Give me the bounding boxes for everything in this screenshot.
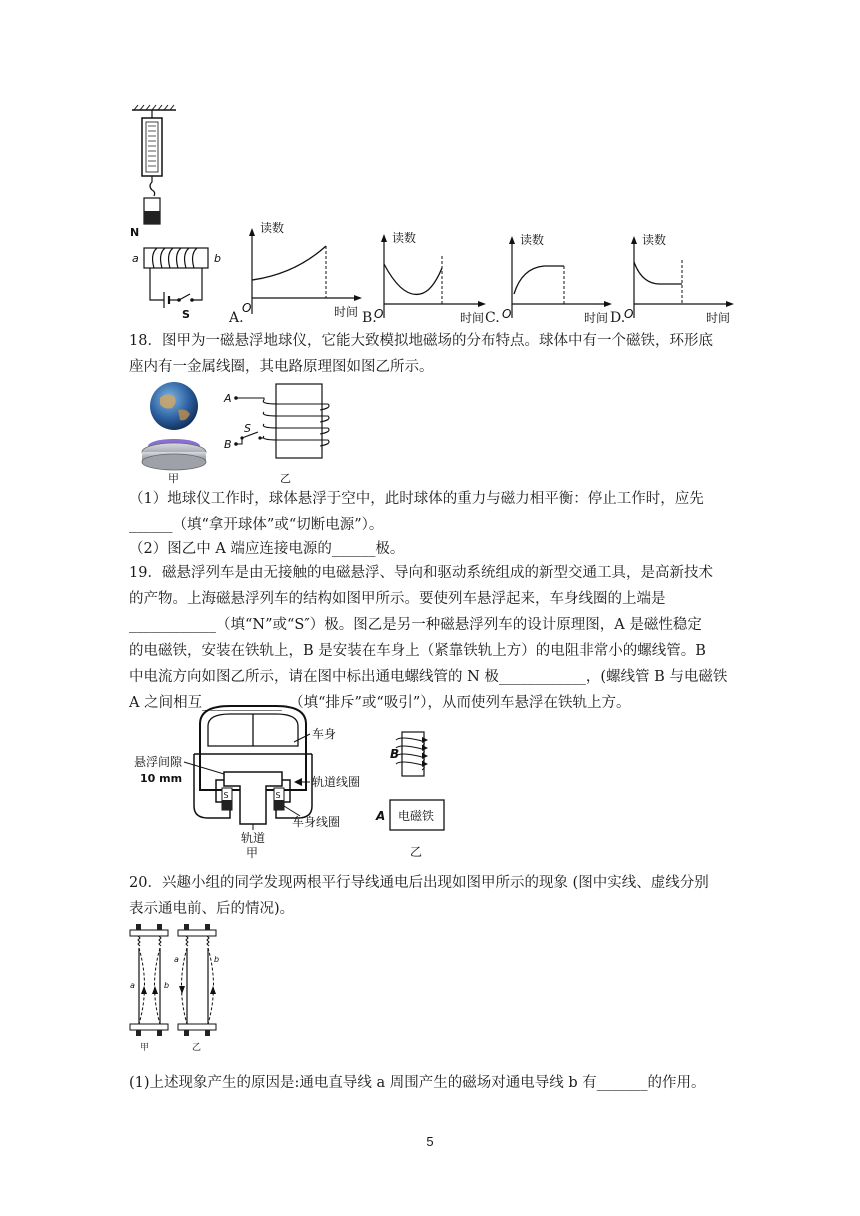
graph-d-x-label: 时间 — [706, 311, 731, 325]
q19-line2: 的产物。上海磁悬浮列车的结构如图甲所示。要使列车悬浮起来，车身线圈的上端是 — [129, 591, 666, 607]
q19-line6: A 之间相互___________ （填“排斥”或“吸引”），从而使列车悬浮在铁轨上方。 — [129, 695, 631, 711]
q19-line5: 中电流方向如图乙所示，请在图中标出通电螺线管的 N 极____________，(螺线管 B 与电磁铁 — [129, 669, 728, 685]
wire-a-label-yi: a — [174, 955, 179, 964]
graph-option-b — [374, 228, 490, 326]
q18-stem-line1: 18．图甲为一磁悬浮地球仪，它能大致模拟地磁场的分布特点。球体中有一个磁铁，环形底 — [129, 333, 713, 349]
left-pole-s: S — [223, 791, 229, 800]
electromagnet-label: 电磁铁 — [398, 809, 435, 823]
fig-train-label-jia: 甲 — [246, 846, 259, 860]
q18-part2: （2）图乙中 A 端应连接电源的______极。 — [129, 541, 405, 557]
graph-b-origin: O — [374, 307, 384, 321]
option-a-label: A. — [229, 310, 244, 326]
terminal-b-label: B — [224, 438, 232, 451]
option-d-label: D. — [610, 310, 626, 326]
graph-b-x-label: 时间 — [460, 311, 485, 325]
q18-part1-line2: ______（填“拿开球体”或“切断电源”）。 — [129, 517, 384, 533]
solenoid-electromagnet-figure — [372, 728, 456, 860]
label-gap-value: 10 mm — [140, 772, 183, 785]
label-body-coil: 车身线圈 — [292, 815, 341, 829]
q18-stem-line2: 座内有一金属线圈，其电路原理图如图乙所示。 — [129, 359, 434, 375]
graph-c-origin: O — [502, 307, 512, 321]
fig-circuit-label-yi: 乙 — [280, 472, 291, 485]
right-pole-s: S — [275, 791, 281, 800]
option-c-label: C. — [485, 310, 500, 326]
coil-b-label: b — [214, 252, 221, 265]
q20-part1: (1)上述现象产生的原因是:通电直导线 a 周围产生的磁场对通电导线 b 有_______的作用。 — [129, 1075, 706, 1091]
q19-line1: 19．磁悬浮列车是由无接触的电磁悬浮、导向和驱动系统组成的新型交通工具，是高新技术 — [129, 565, 713, 581]
graph-c-y-label: 读数 — [520, 233, 545, 247]
globe-circuit-figure — [220, 380, 350, 486]
graph-option-a — [240, 218, 366, 328]
spring-scale-figure — [124, 104, 234, 320]
magnet-n-label: N — [130, 226, 140, 239]
label-track-coil: 轨道线圈 — [312, 775, 361, 789]
graph-option-d — [622, 232, 738, 326]
graph-a-y-label: 读数 — [260, 221, 285, 235]
maglev-train-figure — [134, 702, 380, 862]
graph-a-x-label: 时间 — [334, 305, 359, 319]
switch-s-label: S — [182, 308, 190, 320]
page-number: 5 — [426, 1134, 434, 1149]
fig-wires-label-jia: 甲 — [140, 1043, 150, 1052]
coil-a-label: a — [132, 252, 139, 265]
wire-a-label-jia: a — [130, 981, 135, 990]
option-b-label: B. — [362, 310, 377, 326]
electromagnet-a-label: A — [376, 809, 386, 823]
parallel-wires-figure — [128, 922, 224, 1052]
fig-globe-label-jia: 甲 — [168, 472, 179, 485]
wire-b-label-jia: b — [164, 981, 170, 990]
label-car-body: 车身 — [312, 727, 337, 741]
q20-line1: 20．兴趣小组的同学发现两根平行导线通电后出现如图甲所示的现象 (图中实线、虚线分别 — [129, 875, 709, 891]
graph-a-origin: O — [242, 301, 252, 315]
label-track: 轨道 — [241, 831, 266, 845]
q19-line3: ____________（填“N”或“S″）极。图乙是另一种磁悬浮列车的设计原理图，A 是磁性稳定 — [129, 617, 702, 633]
graph-d-origin: O — [624, 307, 634, 321]
graph-d-y-label: 读数 — [642, 233, 667, 247]
q18-part1-line1: （1）地球仪工作时，球体悬浮于空中，此时球体的重力与磁力相平衡：停止工作时，应先 — [129, 491, 704, 507]
q19-line4: 的电磁铁，安装在铁轨上，B 是安装在车身上（紧靠铁轨上方）的电阻非常小的螺线管。B — [129, 643, 706, 659]
maglev-globe-figure — [134, 380, 216, 486]
graph-c-x-label: 时间 — [584, 311, 609, 325]
solenoid-b-label: B — [390, 747, 400, 761]
terminal-a-label: A — [224, 392, 232, 405]
switch-label: S — [244, 422, 251, 435]
fig-solenoid-label-yi: 乙 — [410, 845, 423, 859]
graph-b-y-label: 读数 — [392, 231, 417, 245]
fig-wires-label-yi: 乙 — [192, 1043, 202, 1052]
wire-b-label-yi: b — [214, 955, 220, 964]
graph-option-c — [500, 232, 616, 326]
label-gap: 悬浮间隙 — [134, 755, 183, 769]
q20-line2: 表示通电前、后的情况)。 — [129, 901, 295, 917]
